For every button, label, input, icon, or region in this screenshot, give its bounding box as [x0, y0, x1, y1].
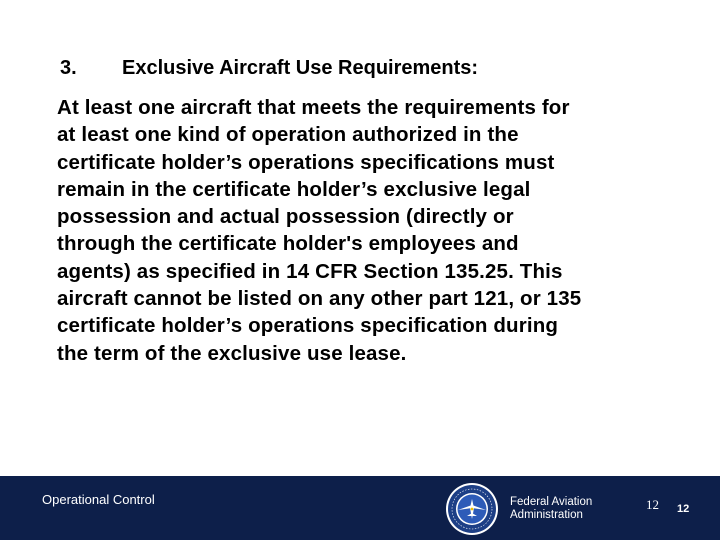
heading-number: 3.	[60, 57, 77, 79]
footer-bar	[0, 476, 720, 540]
body-line: through the certificate holder's employees and	[57, 232, 519, 256]
page-number: 12	[677, 503, 690, 515]
body-line: remain in the certificate holder’s exclusive legal	[57, 177, 531, 201]
body-line: at least one kind of operation authorized in the	[57, 123, 519, 147]
faa-seal-icon	[445, 482, 499, 536]
footer-label: Operational Control	[42, 492, 155, 507]
body-line: aircraft cannot be listed on any other part 121, or 135	[57, 287, 582, 311]
body-line: the term of the exclusive use lease.	[57, 341, 407, 365]
body-line: certificate holder’s operations specifications must	[57, 150, 555, 174]
agency-line-1: Federal Aviation	[510, 496, 593, 508]
body-line: agents) as specified in 14 CFR Section 135.25. This	[57, 259, 563, 283]
agency-name	[510, 496, 592, 522]
body-paragraph	[57, 94, 697, 367]
page-number-field: 12	[646, 497, 659, 512]
heading-title: Exclusive Aircraft Use Requirements:	[122, 57, 479, 79]
body-line: possession and actual possession (directly or	[57, 205, 514, 229]
slide-heading	[60, 54, 478, 82]
body-line: certificate holder’s operations specification during	[57, 314, 559, 338]
body-line: At least one aircraft that meets the requirements for	[57, 96, 570, 119]
agency-line-2: Administration	[510, 509, 583, 521]
